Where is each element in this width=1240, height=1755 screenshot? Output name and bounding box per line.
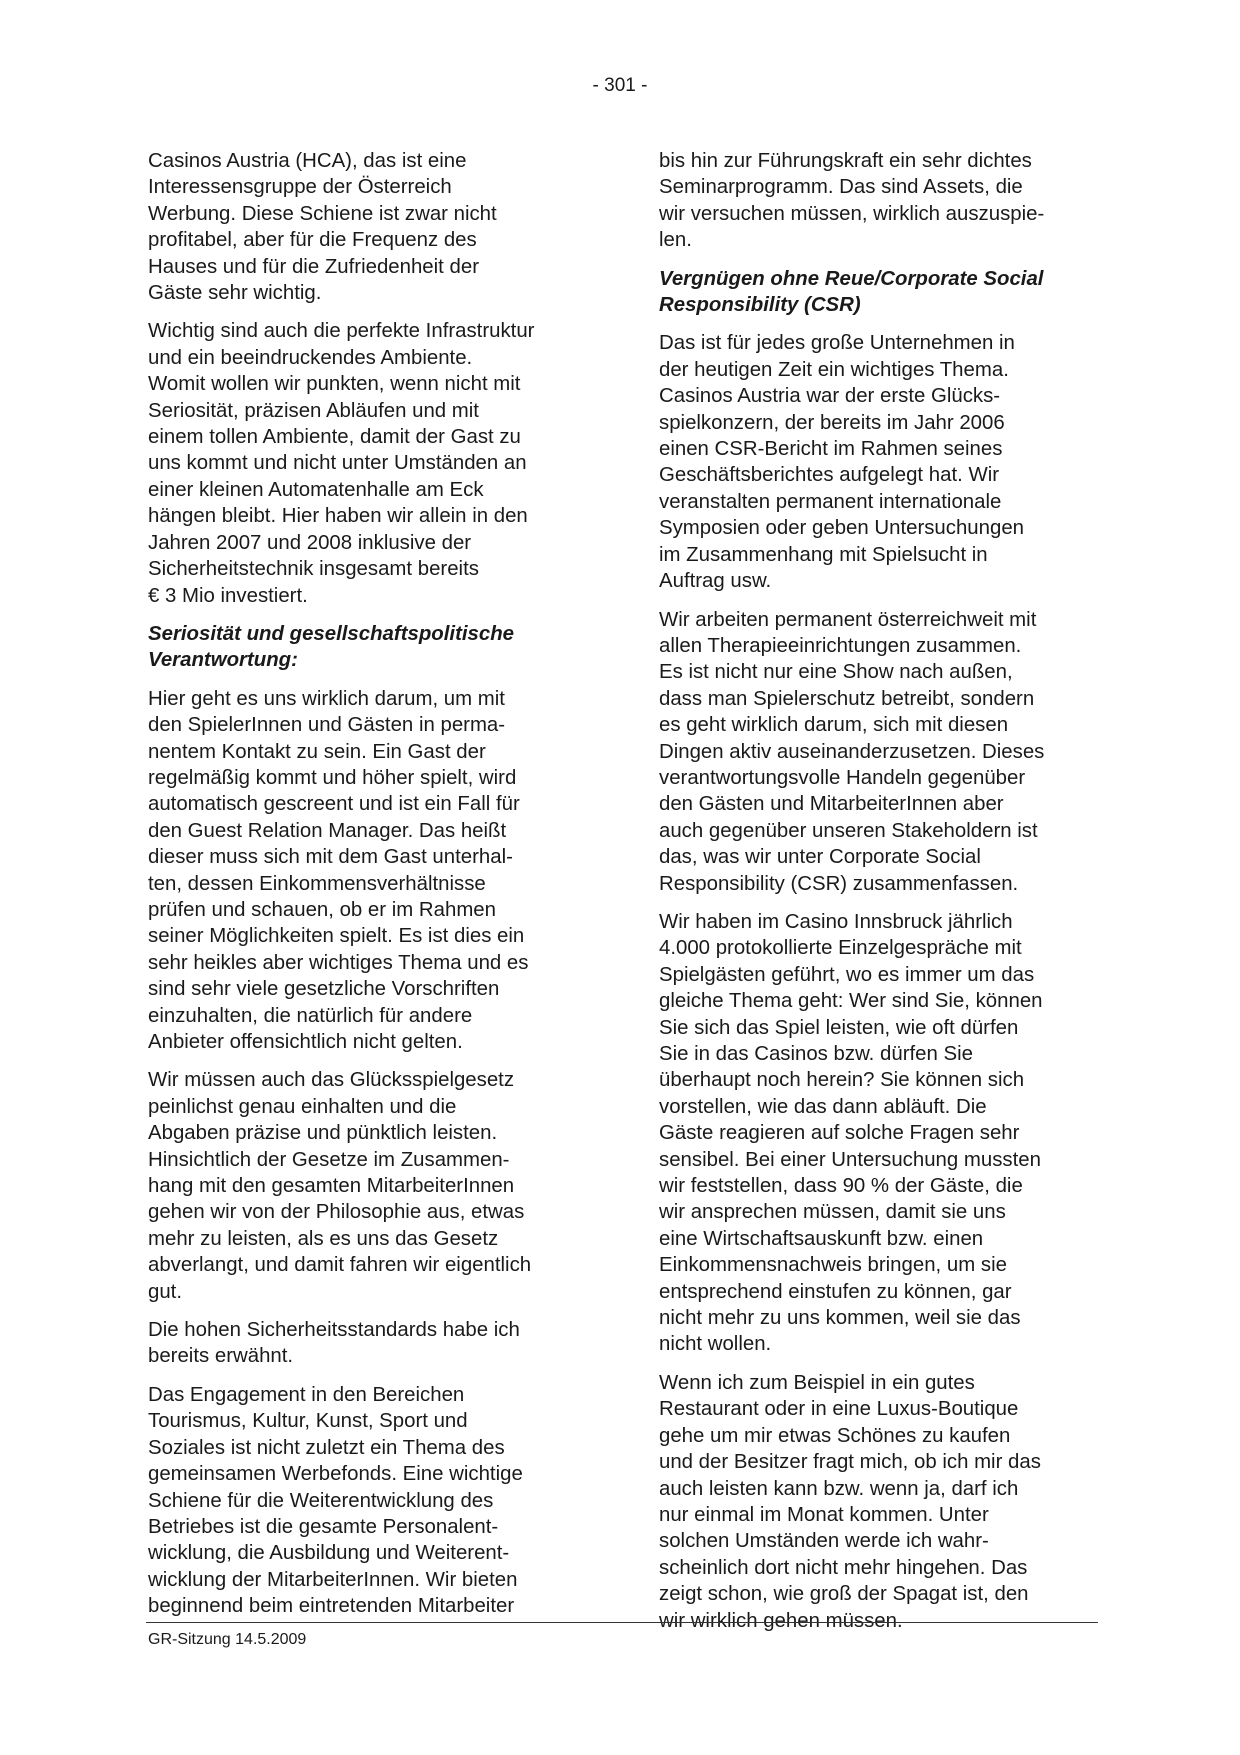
text-line: Vergnügen ohne Reue/Corporate Social xyxy=(659,267,1044,290)
body-paragraph xyxy=(148,1317,588,1370)
text-line: Gäste reagieren auf solche Fragen sehr xyxy=(659,1122,1020,1145)
text-line: mehr zu leisten, als es uns das Gesetz xyxy=(148,1227,499,1250)
text-line: 4.000 protokollierte Einzelgespräche mit xyxy=(659,937,1022,960)
text-line: Wir müssen auch das Glücksspielgesetz xyxy=(148,1069,515,1092)
body-paragraph xyxy=(659,607,1099,897)
text-line: zeigt schon, wie groß der Spagat ist, den xyxy=(659,1583,1029,1606)
text-line: wicklung der MitarbeiterInnen. Wir bieten xyxy=(148,1568,518,1591)
text-line: Casinos Austria (HCA), das ist eine xyxy=(148,150,467,172)
text-line: regelmäßig kommt und höher spielt, wird xyxy=(148,766,517,789)
text-line: Wenn ich zum Beispiel in ein gutes xyxy=(659,1371,975,1394)
text-line: abverlangt, und damit fahren wir eigentlich xyxy=(148,1254,532,1277)
text-line: einem tollen Ambiente, damit der Gast zu xyxy=(148,426,521,449)
text-line: Das ist für jedes große Unternehmen in xyxy=(659,332,1015,355)
text-line: Hier geht es uns wirklich darum, um mit xyxy=(148,687,505,710)
section-heading xyxy=(659,266,1099,319)
footer-divider xyxy=(146,1622,1098,1623)
text-line: prüfen und schauen, ob er im Rahmen xyxy=(148,898,496,921)
text-line: allen Therapieeinrichtungen zusammen. xyxy=(659,634,1022,657)
text-line: veranstalten permanent internationale xyxy=(659,490,1002,513)
body-paragraph xyxy=(148,148,588,306)
footer-session-date: GR-Sitzung 14.5.2009 xyxy=(148,1631,307,1648)
text-line: Interessensgruppe der Österreich xyxy=(148,176,452,199)
text-line: der heutigen Zeit ein wichtiges Thema. xyxy=(659,358,1009,381)
text-line: sind sehr viele gesetzliche Vorschriften xyxy=(148,978,500,1001)
text-line: wicklung, die Ausbildung und Weiterent- xyxy=(148,1542,510,1565)
text-line: nicht wollen. xyxy=(659,1333,772,1356)
text-line: gut. xyxy=(148,1280,183,1303)
body-paragraph xyxy=(148,318,588,608)
text-line: Seriosität, präzisen Abläufen und mit xyxy=(148,399,479,422)
body-paragraph xyxy=(659,330,1099,594)
text-line: len. xyxy=(659,229,692,252)
body-paragraph xyxy=(659,148,1099,254)
text-line: Soziales ist nicht zuletzt ein Thema des xyxy=(148,1436,505,1459)
text-line: gehen wir von der Philosophie aus, etwas xyxy=(148,1201,525,1224)
text-line: den Gästen und MitarbeiterInnen aber xyxy=(659,793,1004,816)
text-line: Gäste sehr wichtig. xyxy=(148,282,322,305)
text-line: wir wirklich gehen müssen. xyxy=(659,1609,903,1632)
text-line: Hinsichtlich der Gesetze im Zusammen- xyxy=(148,1148,510,1171)
text-line: den SpielerInnen und Gästen in perma- xyxy=(148,714,506,737)
text-line: peinlichst genau einhalten und die xyxy=(148,1095,457,1118)
body-paragraph xyxy=(148,1382,588,1620)
text-line: Verantwortung: xyxy=(148,649,298,672)
page-number: - 301 - xyxy=(592,75,648,96)
text-line: hängen bleibt. Hier haben wir allein in den xyxy=(148,505,528,528)
text-line: gleiche Thema geht: Wer sind Sie, können xyxy=(659,990,1043,1013)
text-line: dieser muss sich mit dem Gast unterhal- xyxy=(148,846,513,869)
text-line: automatisch gescreent und ist ein Fall für xyxy=(148,793,520,816)
text-line: sensibel. Bei einer Untersuchung mussten xyxy=(659,1148,1041,1171)
text-line: auch leisten kann bzw. wenn ja, darf ich xyxy=(659,1477,1019,1500)
text-line: Tourismus, Kultur, Kunst, Sport und xyxy=(148,1410,468,1433)
text-line: Anbieter offensichtlich nicht gelten. xyxy=(148,1031,463,1053)
text-line: gehe um mir etwas Schönes zu kaufen xyxy=(659,1424,1011,1447)
text-line: vorstellen, wie das dann abläuft. Die xyxy=(659,1095,987,1118)
text-line: Auftrag usw. xyxy=(659,570,772,593)
text-line: wir versuchen müssen, wirklich auszuspie- xyxy=(659,202,1045,225)
text-line: beginnend beim eintretenden Mitarbeiter xyxy=(148,1595,515,1618)
left-column xyxy=(148,148,588,1632)
text-line: Wir haben im Casino Innsbruck jährlich xyxy=(659,910,1013,933)
text-line: Das Engagement in den Bereichen xyxy=(148,1383,465,1406)
text-line: überhaupt noch herein? Sie können sich xyxy=(659,1069,1025,1092)
text-line: auch gegenüber unseren Stakeholdern ist xyxy=(659,819,1038,842)
section-heading xyxy=(148,621,588,674)
text-line: Es ist nicht nur eine Show nach außen, xyxy=(659,661,1013,684)
text-line: seiner Möglichkeiten spielt. Es ist dies ein xyxy=(148,925,525,948)
text-line: und ein beeindruckendes Ambiente. xyxy=(148,346,473,369)
text-line: Womit wollen wir punkten, wenn nicht mit xyxy=(148,373,521,396)
text-line: Responsibility (CSR) xyxy=(659,294,861,317)
text-line: € 3 Mio investiert. xyxy=(148,584,308,607)
text-line: entsprechend einstufen zu können, gar xyxy=(659,1280,1012,1303)
body-paragraph xyxy=(148,1067,588,1305)
body-paragraph xyxy=(659,909,1099,1358)
text-line: eine Wirtschaftsauskunft bzw. einen xyxy=(659,1227,984,1250)
text-line: sehr heikles aber wichtiges Thema und es xyxy=(148,951,529,974)
text-line: Restaurant oder in eine Luxus-Boutique xyxy=(659,1398,1019,1421)
text-line: Hauses und für die Zufriedenheit der xyxy=(148,255,479,278)
text-line: Abgaben präzise und pünktlich leisten. xyxy=(148,1122,498,1145)
text-line: bis hin zur Führungskraft ein sehr dichtes xyxy=(659,150,1032,172)
text-line: Jahren 2007 und 2008 inklusive der xyxy=(148,531,472,554)
text-line: Schiene für die Weiterentwicklung des xyxy=(148,1489,494,1512)
text-line: Sie in das Casinos bzw. dürfen Sie xyxy=(659,1043,973,1065)
text-line: Responsibility (CSR) zusammenfassen. xyxy=(659,872,1019,895)
text-line: Wir arbeiten permanent österreichweit mit xyxy=(659,608,1037,631)
text-line: scheinlich dort nicht mehr hingehen. Das xyxy=(659,1556,1028,1579)
body-paragraph xyxy=(659,1370,1099,1634)
text-line: profitabel, aber für die Frequenz des xyxy=(148,229,477,252)
text-line: wir ansprechen müssen, damit sie uns xyxy=(659,1201,1006,1224)
text-line: Symposien oder geben Untersuchungen xyxy=(659,517,1025,540)
text-line: einen CSR-Bericht im Rahmen seines xyxy=(659,438,1003,461)
text-line: den Guest Relation Manager. Das heißt xyxy=(148,819,507,842)
text-line: solchen Umständen werde ich wahr- xyxy=(659,1530,989,1553)
text-line: einer kleinen Automatenhalle am Eck xyxy=(148,478,484,501)
text-line: Wichtig sind auch die perfekte Infrastruktur xyxy=(148,320,535,343)
text-line: Werbung. Diese Schiene ist zwar nicht xyxy=(148,202,497,225)
text-line: Dingen aktiv auseinanderzusetzen. Dieses xyxy=(659,740,1045,763)
text-line: verantwortungsvolle Handeln gegenüber xyxy=(659,766,1026,789)
text-line: Die hohen Sicherheitsstandards habe ich xyxy=(148,1319,520,1342)
body-paragraph xyxy=(148,686,588,1056)
text-line: Sie sich das Spiel leisten, wie oft dürfen xyxy=(659,1016,1019,1039)
text-line: gemeinsamen Werbefonds. Eine wichtige xyxy=(148,1463,523,1486)
text-line: es geht wirklich darum, sich mit diesen xyxy=(659,714,1009,737)
text-line: Seminarprogramm. Das sind Assets, die xyxy=(659,176,1023,199)
text-line: nur einmal im Monat kommen. Unter xyxy=(659,1503,989,1526)
text-line: nentem Kontakt zu sein. Ein Gast der xyxy=(148,740,486,763)
text-line: ten, dessen Einkommensverhältnisse xyxy=(148,872,486,895)
text-line: hang mit den gesamten MitarbeiterInnen xyxy=(148,1175,515,1198)
text-line: dass man Spielerschutz betreibt, sondern xyxy=(659,687,1035,710)
text-line: Einkommensnachweis bringen, um sie xyxy=(659,1254,1007,1277)
text-line: Seriosität und gesellschaftspolitische xyxy=(148,622,514,645)
text-line: bereits erwähnt. xyxy=(148,1345,294,1368)
text-line: im Zusammenhang mit Spielsucht in xyxy=(659,543,988,566)
right-column xyxy=(659,148,1099,1646)
text-line: Sicherheitstechnik insgesamt bereits xyxy=(148,558,479,581)
text-line: Spielgästen geführt, wo es immer um das xyxy=(659,963,1035,986)
text-line: einzuhalten, die natürlich für andere xyxy=(148,1004,473,1027)
text-line: uns kommt und nicht unter Umständen an xyxy=(148,452,527,475)
text-line: spielkonzern, der bereits im Jahr 2006 xyxy=(659,411,1005,434)
text-line: wir feststellen, dass 90 % der Gäste, die xyxy=(659,1175,1023,1198)
text-line: das, was wir unter Corporate Social xyxy=(659,846,981,869)
text-line: Casinos Austria war der erste Glücks- xyxy=(659,385,1001,408)
text-line: nicht mehr zu uns kommen, weil sie das xyxy=(659,1307,1021,1330)
text-line: Geschäftsberichtes aufgelegt hat. Wir xyxy=(659,464,1000,487)
text-line: und der Besitzer fragt mich, ob ich mir das xyxy=(659,1451,1041,1474)
text-line: Betriebes ist die gesamte Personalent- xyxy=(148,1515,499,1538)
